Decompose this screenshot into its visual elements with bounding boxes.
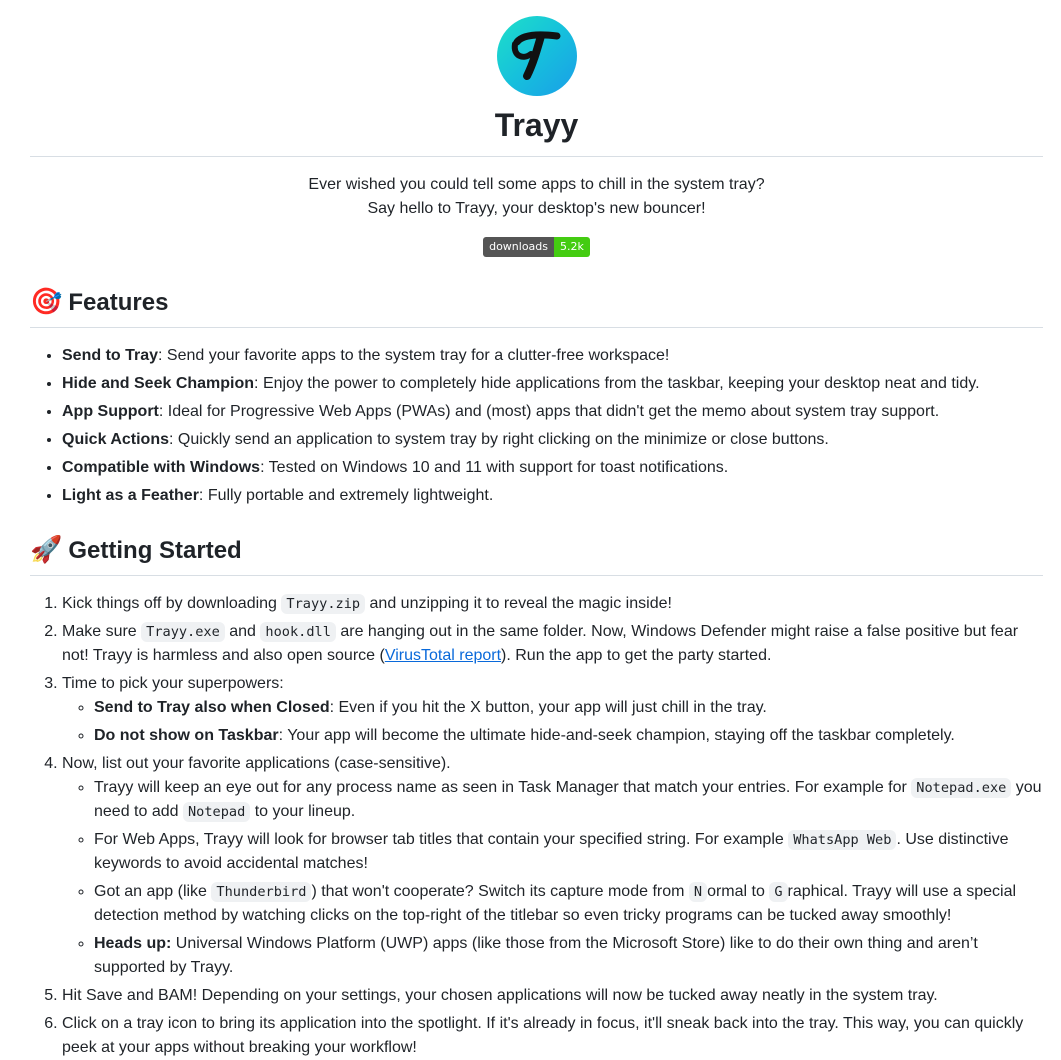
target-icon: 🎯 [30,286,63,316]
features-heading-text: Features [68,289,169,316]
step-6: 6. Click on a tray icon to bring its application into the spotlight. If it's already in focus, it'll sneak back into the tray. This way, you can quickly peek at your apps without breaking your workflow! [62,1012,1043,1060]
downloads-badge[interactable] [483,237,590,257]
list-item [94,880,1043,928]
list-item [62,428,1043,452]
list-item [94,776,1043,824]
option-title: Do not show on Taskbar [94,727,279,744]
list-item [94,696,1043,720]
code-notepad-exe: Notepad.exe [911,778,1011,798]
option-title: Send to Tray also when Closed [94,699,330,716]
feature-title: Quick Actions [62,431,169,448]
code-g: G [769,882,787,902]
feature-title: Hide and Seek Champion [62,375,255,392]
note-title: Heads up: [94,935,172,952]
step-4-notes [62,776,1043,980]
code-n: N [689,882,707,902]
code-trayy-zip: Trayy.zip [281,594,365,614]
text: Got an app (like [94,883,212,900]
features-list [30,344,1043,508]
code-trayy-exe: Trayy.exe [141,622,225,642]
tagline-line-2: Say hello to Trayy, your desktop's new bouncer! [367,200,706,217]
list-item [62,456,1043,480]
text: Time to pick your superpowers: [62,675,284,692]
virustotal-report-link[interactable]: VirusTotal report [384,647,502,664]
text: Universal Windows Platform (UWP) apps (like those from the Microsoft Store) like to do their own thing and aren’t supported by Trayy. [94,935,978,976]
list-item [62,484,1043,508]
feature-text: : Enjoy the power to completely hide applications from the taskbar, keeping your desktop neat and tidy. [254,375,980,392]
features-heading [30,286,1043,328]
text: : Even if you hit the X button, your app will just chill in the tray. [329,699,767,716]
text: . Use distinctive keywords to avoid accidental matches! [94,831,1009,872]
text: you need to add [94,779,1042,820]
list-item [94,932,1043,980]
list-item [62,372,1043,396]
text: Trayy will keep an eye out for any process name as seen in Task Manager that match your entries. For example for [94,779,912,796]
getting-started-heading [30,534,1043,576]
feature-text: : Send your favorite apps to the system tray for a clutter-free workspace! [158,347,670,364]
feature-text: : Fully portable and extremely lightweight. [198,487,494,504]
step-3 [62,672,1043,748]
list-item [62,344,1043,368]
badge-label: downloads [483,237,554,257]
text: and unzipping it to reveal the magic inside! [365,595,672,612]
text: For Web Apps, Trayy will look for browser tab titles that contain your specified string. For example [94,831,789,848]
step-5: 5. Hit Save and BAM! Depending on your settings, your chosen applications will now be tucked away neatly in the system tray. [62,984,1043,1008]
badge-value: 5.2k [554,237,590,257]
badge-area [30,234,1043,254]
list-item [94,828,1043,876]
text: raphical. Trayy will use a special detection method by watching clicks on the top-right of the titlebar so even tricky programs can be tucked away smoothly! [94,883,1017,924]
feature-title: Compatible with Windows [62,459,261,476]
feature-title: Send to Tray [62,347,159,364]
code-hook-dll: hook.dll [260,622,335,642]
code-whatsapp-web: WhatsApp Web [788,830,896,850]
list-item [62,400,1043,424]
step-2 [62,620,1043,668]
rocket-icon: 🚀 [30,534,63,564]
getting-started-heading-text: Getting Started [68,537,242,564]
list-item [94,724,1043,748]
tagline-line-1: Ever wished you could tell some apps to chill in the system tray? [308,176,765,193]
text: ormal to [707,883,770,900]
text: ) that won't cooperate? Switch its capture mode from [311,883,689,900]
feature-text: : Ideal for Progressive Web Apps (PWAs) and (most) apps that didn't get the memo about system tray support. [158,403,940,420]
trayy-logo-icon [497,16,577,96]
code-thunderbird: Thunderbird [211,882,311,902]
text: Make sure [62,623,142,640]
code-notepad: Notepad [183,802,250,822]
logo-area [30,0,1043,96]
steps-list [30,592,1043,1060]
tagline [30,173,1043,221]
feature-text: : Quickly send an application to system tray by right clicking on the minimize or close buttons. [168,431,829,448]
text: to your lineup. [250,803,356,820]
text: : Your app will become the ultimate hide-and-seek champion, staying off the taskbar completely. [278,727,955,744]
feature-text: : Tested on Windows 10 and 11 with support for toast notifications. [260,459,729,476]
feature-title: Light as a Feather [62,487,199,504]
step-4 [62,752,1043,980]
feature-title: App Support [62,403,159,420]
text: and [224,623,261,640]
page-title: Trayy [30,104,1043,157]
text: Kick things off by downloading [62,595,282,612]
text: are hanging out in the same folder. Now, Windows Defender might raise a false positive but fear not! Trayy is harmless and also open source ( [62,623,1019,664]
step-3-options [62,696,1043,748]
text: ). Run the app to get the party started. [501,647,772,664]
text: Now, list out your favorite applications (case-sensitive). [62,755,451,772]
step-1 [62,592,1043,616]
